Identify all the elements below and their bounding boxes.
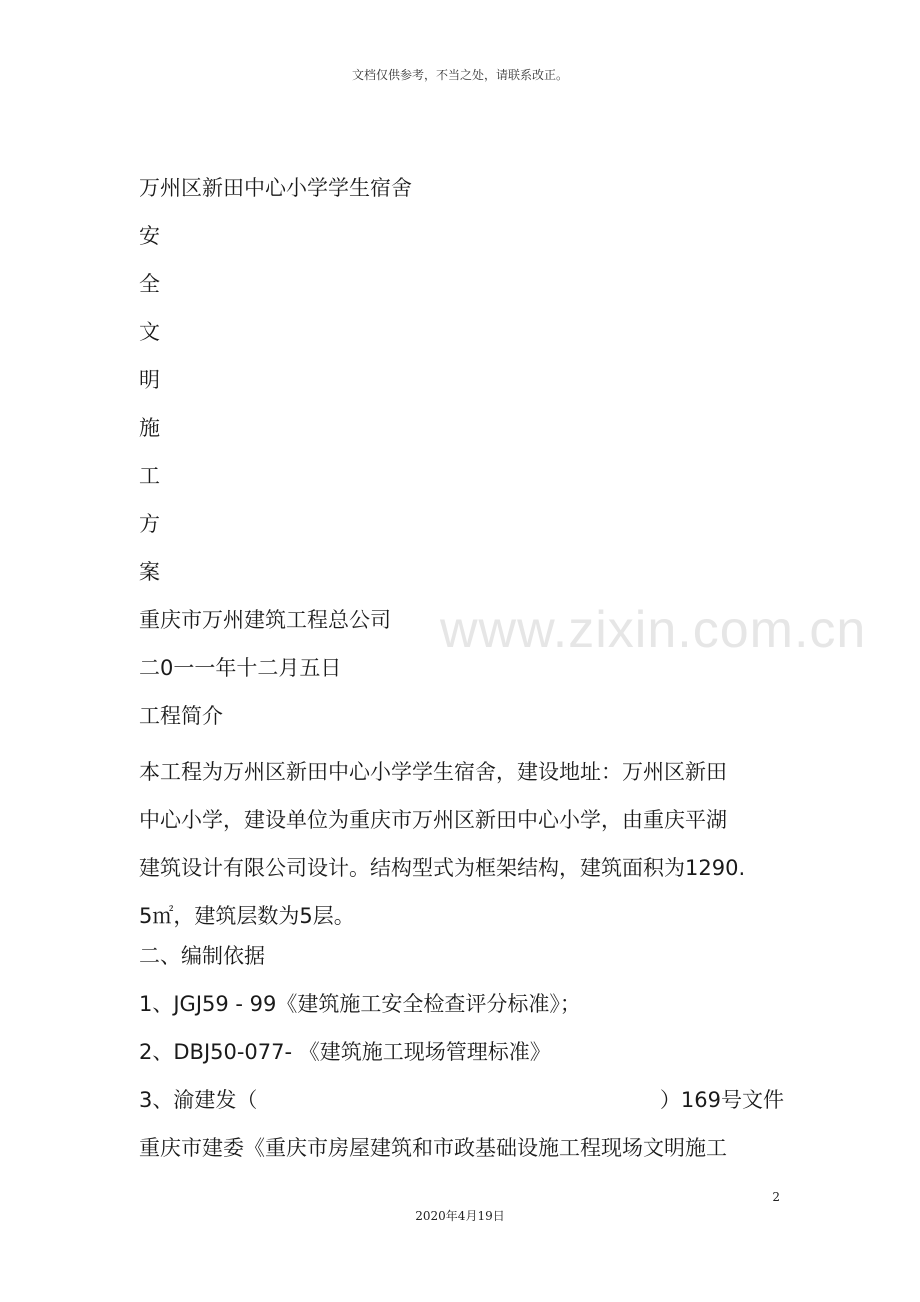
title-char: 文: [139, 320, 160, 344]
page-number: 2: [772, 1190, 780, 1204]
header-note: 文档仅供参考，不当之处，请联系改正。: [351, 68, 568, 82]
reference-item: 2、DBJ50-077- 《建筑施工现场管理标准》: [139, 1040, 551, 1064]
watermark: www.zixin.com.cn: [440, 601, 867, 659]
title-char: 全: [139, 272, 160, 296]
project-title: 万州区新田中心小学学生宿舍: [139, 176, 412, 200]
title-char: 工: [139, 464, 160, 488]
title-char: 明: [139, 368, 160, 392]
section-heading-overview: 工程简介: [139, 704, 223, 728]
paragraph-line: 中心小学，建设单位为重庆市万州区新田中心小学，由重庆平湖: [139, 808, 727, 832]
footer-date: 2020年4月19日: [415, 1209, 505, 1223]
section-heading-basis: 二、编制依据: [139, 944, 265, 968]
company-name: 重庆市万州建筑工程总公司: [139, 608, 391, 632]
title-char: 安: [139, 224, 160, 248]
title-char: 施: [139, 416, 160, 440]
paragraph-line: 5㎡，建筑层数为5层。: [139, 904, 355, 928]
title-char: 方: [139, 512, 160, 536]
overview-paragraph: [139, 748, 779, 940]
reference-item: 重庆市建委《重庆市房屋建筑和市政基础设施工程现场文明施工: [139, 1136, 727, 1160]
paragraph-line: 本工程为万州区新田中心小学学生宿舍，建设地址：万州区新田: [139, 760, 727, 784]
document-date: 二0一一年十二月五日: [139, 656, 342, 680]
paragraph-line: 建筑设计有限公司设计。结构型式为框架结构，建筑面积为1290.: [139, 856, 746, 880]
reference-item: [139, 1084, 784, 1116]
reference-item: 1、JGJ59 - 99《建筑施工安全检查评分标准》；: [139, 992, 581, 1016]
reference-item-left: 3、渝建发（: [139, 1088, 258, 1112]
reference-item-right: ）169号文件: [659, 1088, 784, 1112]
title-char: 案: [139, 560, 160, 584]
